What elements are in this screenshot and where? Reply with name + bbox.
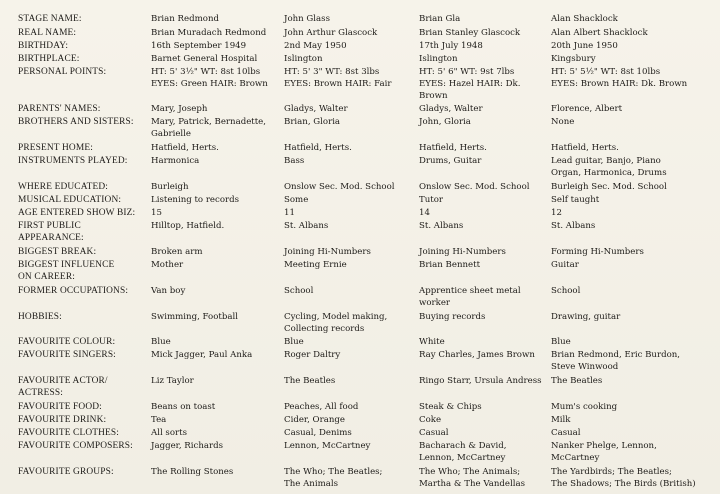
member-3-value: Tutor <box>419 195 444 205</box>
member-4-value: 20th June 1950 <box>551 41 618 51</box>
row-label: MUSICAL EDUCATION: <box>18 195 122 205</box>
member-1-value: Brian Muradach Redmond <box>151 28 267 38</box>
member-3-value: Islington <box>419 54 458 64</box>
member-1-value: Mother <box>151 260 184 270</box>
member-4-value: The Beatles <box>551 376 603 386</box>
member-3-value: Coke <box>419 415 442 425</box>
member-4-value: Casual <box>551 428 581 438</box>
member-1-value: Harmonica <box>151 156 200 166</box>
member-4-value: Mum's cooking <box>551 402 618 412</box>
row-label: BIRTHPLACE: <box>18 54 80 64</box>
member-4-value: Lead guitar, Banjo, Piano Organ, Harmonica, Drums <box>551 156 667 179</box>
member-2-value: Cycling, Model making, Collecting records <box>284 312 388 335</box>
row-label: PRESENT HOME: <box>18 143 93 153</box>
member-3-value: Onslow Sec. Mod. School <box>419 182 530 192</box>
member-1-value: Barnet General Hospital <box>151 54 258 64</box>
member-4-value: The Yardbirds; The Beatles; The Shadows; The Birds (British) <box>551 467 696 490</box>
member-4-value: School <box>551 286 581 296</box>
member-3-value: Brian Stanley Glascock <box>419 28 521 38</box>
member-4-value: Hatfield, Herts. <box>551 143 619 153</box>
member-3-value: Bacharach & David, Lennon, McCartney <box>419 441 507 464</box>
member-4-value: None <box>551 117 575 127</box>
row-label: WHERE EDUCATED: <box>18 182 108 192</box>
member-4-value: Alan Shacklock <box>551 14 618 24</box>
member-2-value: Meeting Ernie <box>284 260 347 270</box>
member-2-value: Onslow Sec. Mod. School <box>284 182 395 192</box>
member-3-value: Buying records <box>419 312 486 322</box>
row-label: FAVOURITE SINGERS: <box>18 350 116 360</box>
member-1-value: Beans on toast <box>151 402 216 412</box>
member-4-value: Guitar <box>551 260 579 270</box>
row-label: INSTRUMENTS PLAYED: <box>18 156 128 166</box>
member-2-value: Casual, Denims <box>284 428 352 438</box>
row-label: FAVOURITE CLOTHES: <box>18 428 120 438</box>
member-2-value: John Glass <box>284 14 330 24</box>
member-1-value: Brian Redmond <box>151 14 219 24</box>
member-1-value: Mick Jagger, Paul Anka <box>151 350 253 360</box>
row-label: PARENTS' NAMES: <box>18 104 101 114</box>
member-4-value: Self taught <box>551 195 600 205</box>
member-1-value: Hilltop, Hatfield. <box>151 221 225 231</box>
member-2-value: The Beatles <box>284 376 336 386</box>
member-1-value: Listening to records <box>151 195 240 205</box>
member-4-value: Nanker Phelge, Lennon, McCartney <box>551 441 657 464</box>
member-4-value: Blue <box>551 337 571 347</box>
member-1-value: Swimming, Football <box>151 312 238 322</box>
member-1-value: Broken arm <box>151 247 203 257</box>
member-3-value: White <box>419 337 445 347</box>
member-4-value: HT: 5' 5½" WT: 8st 10lbs EYES: Brown HAIR: Dk. Brown <box>551 67 688 90</box>
member-1-value: Blue <box>151 337 171 347</box>
row-label: HOBBIES: <box>18 312 62 322</box>
row-label: FAVOURITE COLOUR: <box>18 337 116 347</box>
member-2-value: Bass <box>284 156 305 166</box>
member-3-value: 14 <box>419 208 430 218</box>
row-label: FAVOURITE DRINK: <box>18 415 107 425</box>
member-1-value: 15 <box>151 208 162 218</box>
member-1-value: All sorts <box>151 428 187 438</box>
member-2-value: Islington <box>284 54 323 64</box>
member-2-value: Brian, Gloria <box>284 117 341 127</box>
row-label: BROTHERS AND SISTERS: <box>18 117 134 127</box>
member-1-value: Mary, Joseph <box>151 104 208 114</box>
member-1-value: 16th September 1949 <box>151 41 247 51</box>
member-1-value: Liz Taylor <box>151 376 194 386</box>
row-label: BIGGEST BREAK: <box>18 247 97 257</box>
row-label: FIRST PUBLIC APPEARANCE: <box>18 221 84 244</box>
member-3-value: Ringo Starr, Ursula Andress <box>419 376 542 386</box>
member-1-value: Mary, Patrick, Bernadette, Gabrielle <box>151 117 266 140</box>
member-2-value: Some <box>284 195 309 205</box>
member-4-value: 12 <box>551 208 562 218</box>
member-4-value: Burleigh Sec. Mod. School <box>551 182 667 192</box>
member-4-value: Brian Redmond, Eric Burdon, Steve Winwood <box>551 350 681 373</box>
member-2-value: Peaches, All food <box>284 402 359 412</box>
member-3-value: Drums, Guitar <box>419 156 482 166</box>
member-2-value: Hatfield, Herts. <box>284 143 352 153</box>
member-3-value: John, Gloria <box>419 117 471 127</box>
member-3-value: The Who; The Animals; Martha & The Vandellas <box>419 467 526 490</box>
member-1-value: Hatfield, Herts. <box>151 143 219 153</box>
member-4-value: Florence, Albert <box>551 104 623 114</box>
member-2-value: 11 <box>284 208 295 218</box>
row-label: STAGE NAME: <box>18 14 82 24</box>
member-2-value: HT: 5' 3" WT: 8st 3lbs EYES: Brown HAIR: Fair <box>284 67 392 90</box>
member-1-value: Jagger, Richards <box>151 441 223 451</box>
member-1-value: Tea <box>151 415 167 425</box>
member-4-value: Drawing, guitar <box>551 312 621 322</box>
member-3-value: Casual <box>419 428 449 438</box>
member-3-value: Joining Hi-Numbers <box>419 247 506 257</box>
member-3-value: Brian Bennett <box>419 260 481 270</box>
row-label: FAVOURITE COMPOSERS: <box>18 441 133 451</box>
member-2-value: Blue <box>284 337 304 347</box>
row-label: REAL NAME: <box>18 28 77 38</box>
member-1-value: HT: 5' 3½" WT: 8st 10lbs EYES: Green HAIR: Brown <box>151 67 268 90</box>
row-label: FAVOURITE GROUPS: <box>18 467 114 477</box>
member-3-value: Steak & Chips <box>419 402 482 412</box>
row-label: BIGGEST INFLUENCE ON CAREER: <box>18 260 115 283</box>
member-3-value: Hatfield, Herts. <box>419 143 487 153</box>
member-4-value: Milk <box>551 415 571 425</box>
member-4-value: Alan Albert Shacklock <box>551 28 648 38</box>
member-1-value: Van boy <box>151 286 186 296</box>
member-2-value: Joining Hi-Numbers <box>284 247 371 257</box>
member-2-value: The Who; The Beatles; The Animals <box>284 467 383 490</box>
member-1-value: Burleigh <box>151 182 189 192</box>
row-label: FAVOURITE ACTOR/ ACTRESS: <box>18 376 108 399</box>
row-label: AGE ENTERED SHOW BIZ: <box>18 208 136 218</box>
row-label: FORMER OCCUPATIONS: <box>18 286 129 296</box>
member-4-value: Forming Hi-Numbers <box>551 247 644 257</box>
member-2-value: Gladys, Walter <box>284 104 348 114</box>
member-3-value: HT: 5' 6" WT: 9st 7lbs EYES: Hazel HAIR: Dk. Brown <box>419 67 521 102</box>
member-3-value: St. Albans <box>419 221 464 231</box>
row-label: PERSONAL POINTS: <box>18 67 107 77</box>
member-3-value: Brian Gla <box>419 14 461 24</box>
member-2-value: John Arthur Glascock <box>284 28 378 38</box>
member-2-value: School <box>284 286 314 296</box>
member-2-value: Lennon, McCartney <box>284 441 371 451</box>
member-1-value: The Rolling Stones <box>151 467 234 477</box>
member-3-value: 17th July 1948 <box>419 41 483 51</box>
member-3-value: Ray Charles, James Brown <box>419 350 535 360</box>
member-2-value: 2nd May 1950 <box>284 41 347 51</box>
member-2-value: Cider, Orange <box>284 415 345 425</box>
member-2-value: St. Albans <box>284 221 329 231</box>
member-4-value: Kingsbury <box>551 54 596 64</box>
member-4-value: St. Albans <box>551 221 596 231</box>
row-label: BIRTHDAY: <box>18 41 69 51</box>
member-2-value: Roger Daltry <box>284 350 341 360</box>
member-3-value: Apprentice sheet metal worker <box>419 286 521 309</box>
row-label: FAVOURITE FOOD: <box>18 402 102 412</box>
member-3-value: Gladys, Walter <box>419 104 483 114</box>
